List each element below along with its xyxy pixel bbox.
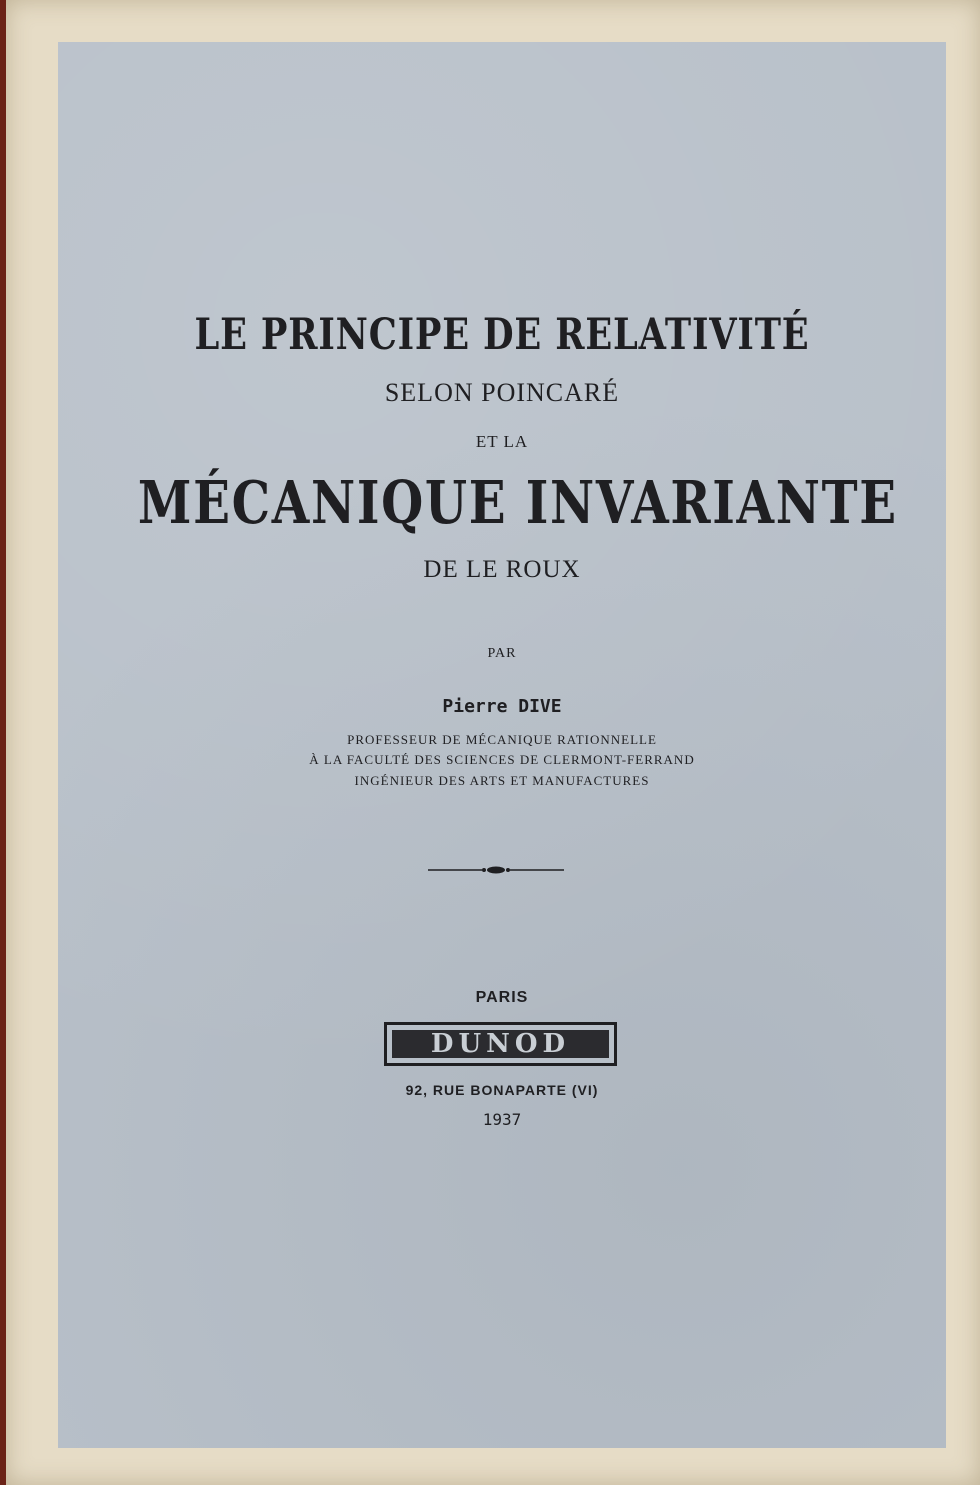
publisher-name: DUNOD [430, 1029, 571, 1059]
cover-panel [58, 42, 946, 1448]
publisher-city: PARIS [475, 989, 529, 1006]
ornament-divider [428, 862, 564, 878]
book-cover [6, 0, 980, 1485]
publisher-logo-plate [392, 1030, 609, 1058]
by-label: PAR [487, 646, 517, 661]
publication-year: 1937 [482, 1110, 522, 1129]
author-credential: À LA FACULTÉ DES SCIENCES DE CLERMONT-FERRAND [309, 752, 695, 767]
author-credential: INGÉNIEUR DES ARTS ET MANUFACTURES [354, 773, 650, 788]
title-line-1: LE PRINCIPE DE RELATIVITÉ [194, 310, 810, 360]
author-credential: PROFESSEUR DE MÉCANIQUE RATIONNELLE [347, 732, 657, 747]
title-line-5: DE LE ROUX [423, 556, 581, 583]
title-line-2: SELON POINCARÉ [384, 378, 620, 407]
author-name: Pierre DIVE [442, 696, 562, 717]
publisher-logo [384, 1022, 617, 1066]
title-line-3: ET LA [475, 432, 529, 451]
title-line-4: MÉCANIQUE INVARIANTE [137, 468, 898, 537]
publisher-address: 92, RUE BONAPARTE (VI) [405, 1082, 599, 1098]
